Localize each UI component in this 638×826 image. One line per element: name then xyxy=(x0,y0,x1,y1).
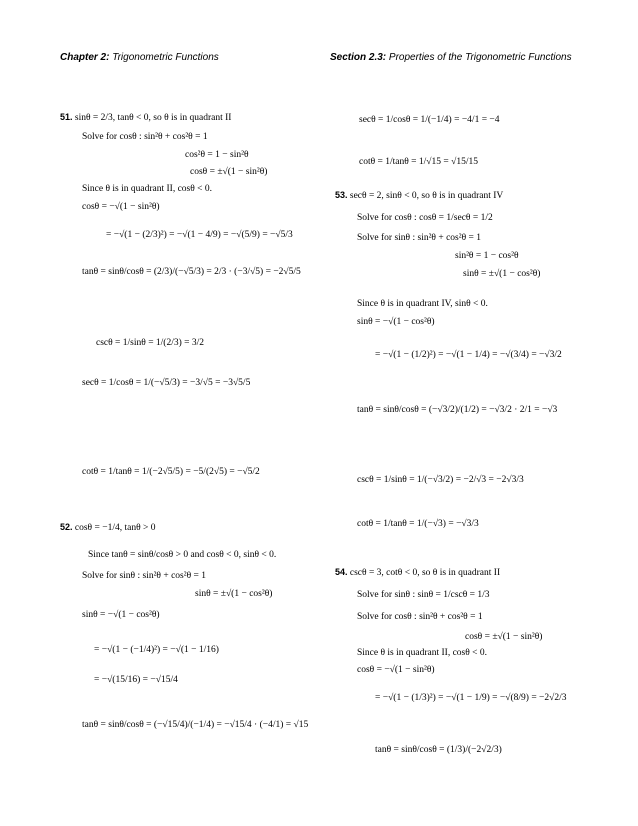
p54-solve-cos: Solve for cosθ : sin²θ + cos²θ = 1 xyxy=(357,612,483,622)
p53-step1: sin²θ = 1 − cos²θ xyxy=(455,251,519,261)
problem-51-number: 51. xyxy=(60,112,73,122)
p51-since: Since θ is in quadrant II, cosθ < 0. xyxy=(82,184,213,194)
page-header-left xyxy=(60,52,219,63)
problem-54-given-text: cscθ = 3, cotθ < 0, so θ is in quadrant II xyxy=(349,568,501,578)
p51-solve: Solve for cosθ : sin²θ + cos²θ = 1 xyxy=(82,132,208,142)
p51-cos1: cosθ = −√(1 − sin²θ) xyxy=(82,202,160,212)
p53-since: Since θ is in quadrant IV, sinθ < 0. xyxy=(357,299,488,309)
section-title: Properties of the Trigonometric Functions xyxy=(388,52,572,63)
problem-54-number: 54. xyxy=(335,567,348,577)
page-header-right xyxy=(330,52,572,63)
p51-step1: cos²θ = 1 − sin²θ xyxy=(185,150,249,160)
p53-sin1: sinθ = −√(1 − cos²θ) xyxy=(357,317,435,327)
p53-solve-cos: Solve for cosθ : cosθ = 1/secθ = 1/2 xyxy=(357,213,493,223)
problem-52-given-text: cosθ = −1/4, tanθ > 0 xyxy=(74,523,156,533)
problem-51-given xyxy=(60,112,231,123)
p52-solve: Solve for sinθ : sin²θ + cos²θ = 1 xyxy=(82,571,207,581)
p53-cot: cotθ = 1/tanθ = 1/(−√3) = −√3/3 xyxy=(357,519,479,529)
p52-tan: tanθ = sinθ/cosθ = (−√15/4)/(−1/4) = −√15/4 · (−4/1) = √15 xyxy=(82,720,309,730)
p53-csc: cscθ = 1/sinθ = 1/(−√3/2) = −2/√3 = −2√3/3 xyxy=(357,475,524,485)
p51-sec: secθ = 1/cosθ = 1/(−√5/3) = −3/√5 = −3√5/5 xyxy=(82,378,251,388)
p53-solve-sin: Solve for sinθ : sin²θ + cos²θ = 1 xyxy=(357,233,482,243)
p51-cos2: = −√(1 − (2/3)²) = −√(1 − 4/9) = −√(5/9) = −√5/3 xyxy=(106,230,293,240)
p52-step1: sinθ = ±√(1 − cos²θ) xyxy=(195,589,273,599)
problem-52-given xyxy=(60,522,155,533)
problem-52-number: 52. xyxy=(60,522,73,532)
p54-step1: cosθ = ±√(1 − sin²θ) xyxy=(465,632,543,642)
p52-sec: secθ = 1/cosθ = 1/(−1/4) = −4/1 = −4 xyxy=(359,115,500,125)
p51-tan: tanθ = sinθ/cosθ = (2/3)/(−√5/3) = 2/3 · (−3/√5) = −2√5/5 xyxy=(82,267,301,277)
p53-sin2: = −√(1 − (1/2)²) = −√(1 − 1/4) = −√(3/4) = −√3/2 xyxy=(375,350,562,360)
p53-step2: sinθ = ±√(1 − cos²θ) xyxy=(463,269,541,279)
p52-sin2: = −√(1 − (−1/4)²) = −√(1 − 1/16) xyxy=(94,645,219,655)
problem-53-given-text: secθ = 2, sinθ < 0, so θ is in quadrant IV xyxy=(349,191,504,201)
problem-51-given-text: sinθ = 2/3, tanθ < 0, so θ is in quadrant II xyxy=(74,113,232,123)
p52-cot: cotθ = 1/tanθ = 1/√15 = √15/15 xyxy=(359,157,478,167)
p52-since-tan: Since tanθ = sinθ/cosθ > 0 and cosθ < 0, sinθ < 0. xyxy=(88,550,277,560)
problem-54-given xyxy=(335,567,500,578)
p52-sin3: = −√(15/16) = −√15/4 xyxy=(94,675,178,685)
p54-cos1: cosθ = −√(1 − sin²θ) xyxy=(357,665,435,675)
problem-53-given xyxy=(335,190,503,201)
p52-sin1: sinθ = −√(1 − cos²θ) xyxy=(82,610,160,620)
p54-since: Since θ is in quadrant II, cosθ < 0. xyxy=(357,648,488,658)
p53-tan: tanθ = sinθ/cosθ = (−√3/2)/(1/2) = −√3/2 · 2/1 = −√3 xyxy=(357,405,558,415)
chapter-label: Chapter 2: xyxy=(60,52,110,63)
p51-cot: cotθ = 1/tanθ = 1/(−2√5/5) = −5/(2√5) = −√5/2 xyxy=(82,467,260,477)
p54-cos2: = −√(1 − (1/3)²) = −√(1 − 1/9) = −√(8/9) = −2√2/3 xyxy=(375,693,567,703)
section-label: Section 2.3: xyxy=(330,52,387,63)
p51-step2: cosθ = ±√(1 − sin²θ) xyxy=(190,167,268,177)
p54-tan: tanθ = sinθ/cosθ = (1/3)/(−2√2/3) xyxy=(375,745,502,755)
chapter-title: Trigonometric Functions xyxy=(112,52,219,63)
p54-solve-sin: Solve for sinθ : sinθ = 1/cscθ = 1/3 xyxy=(357,590,490,600)
p51-csc: cscθ = 1/sinθ = 1/(2/3) = 3/2 xyxy=(96,338,205,348)
problem-53-number: 53. xyxy=(335,190,348,200)
